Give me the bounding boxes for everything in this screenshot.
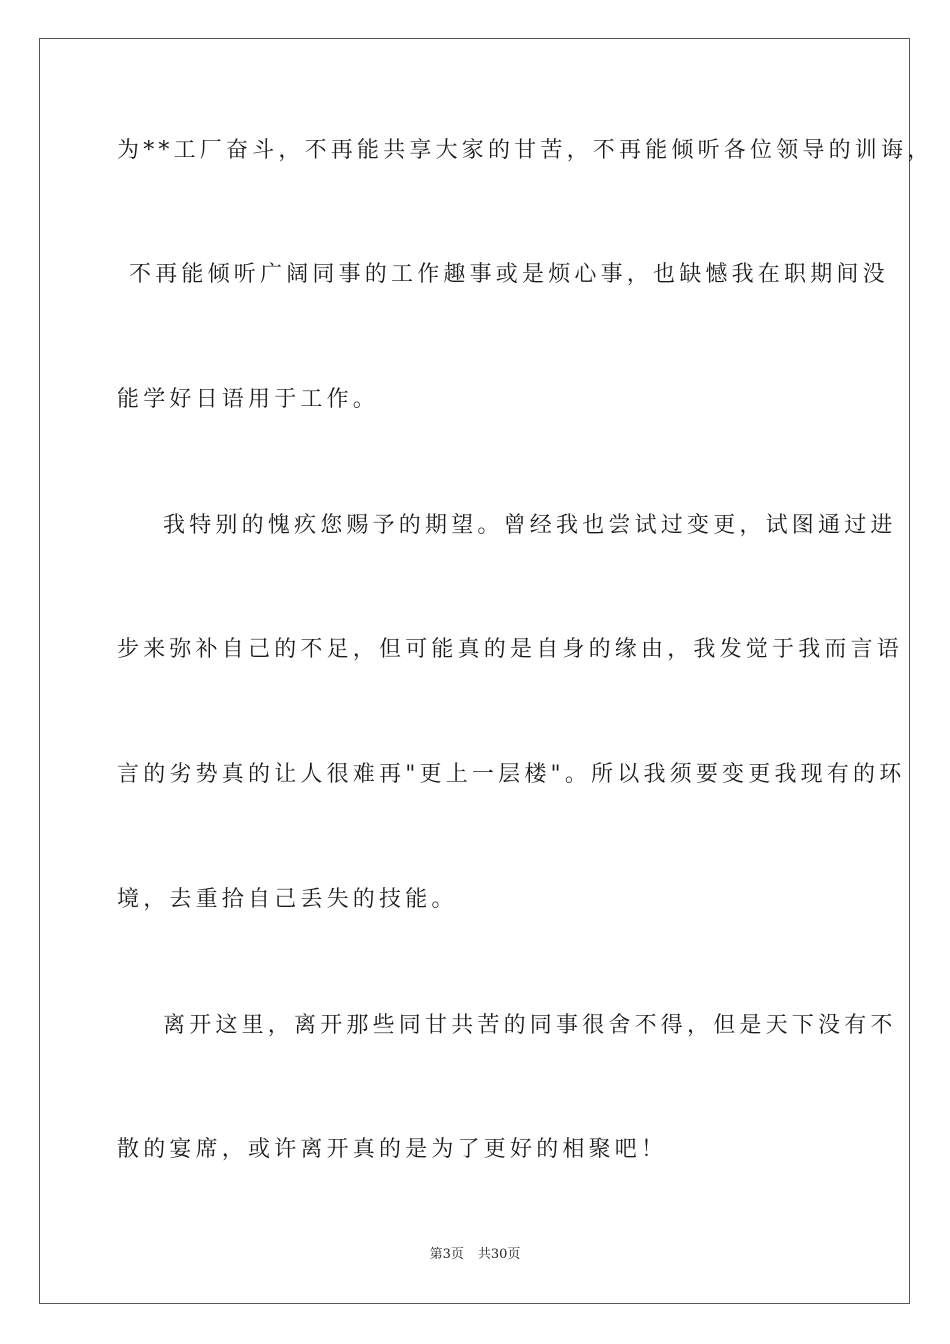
body-line-5: 步来弥补自己的不足，但可能真的是自身的缘由，我发觉于我而言语 <box>117 637 904 662</box>
page-footer <box>0 1246 950 1264</box>
body-line-6: 言的劣势真的让人很难再"更上一层楼"。所以我须要变更我现有的环 <box>117 762 906 787</box>
page-total: 共30页 <box>477 1247 521 1262</box>
body-line-2: 不再能倾听广阔同事的工作趣事或是烦心事，也缺憾我在职期间没 <box>129 262 889 287</box>
page-number: 第3页 <box>429 1247 464 1262</box>
body-line-7: 境，去重拾自己丢失的技能。 <box>117 887 458 912</box>
body-line-8: 离开这里，离开那些同甘共苦的同事很舍不得，但是天下没有不 <box>163 1013 897 1038</box>
page-border <box>39 38 934 1304</box>
body-line-9: 散的宴席，或许离开真的是为了更好的相聚吧！ <box>117 1137 668 1162</box>
body-line-3: 能学好日语用于工作。 <box>117 387 380 412</box>
body-line-1: 为**工厂奋斗，不再能共享大家的甘苦，不再能倾听各位领导的训诲， <box>117 138 934 163</box>
body-line-4: 我特别的愧疚您赐予的期望。曾经我也尝试过变更，试图通过进 <box>163 513 897 538</box>
